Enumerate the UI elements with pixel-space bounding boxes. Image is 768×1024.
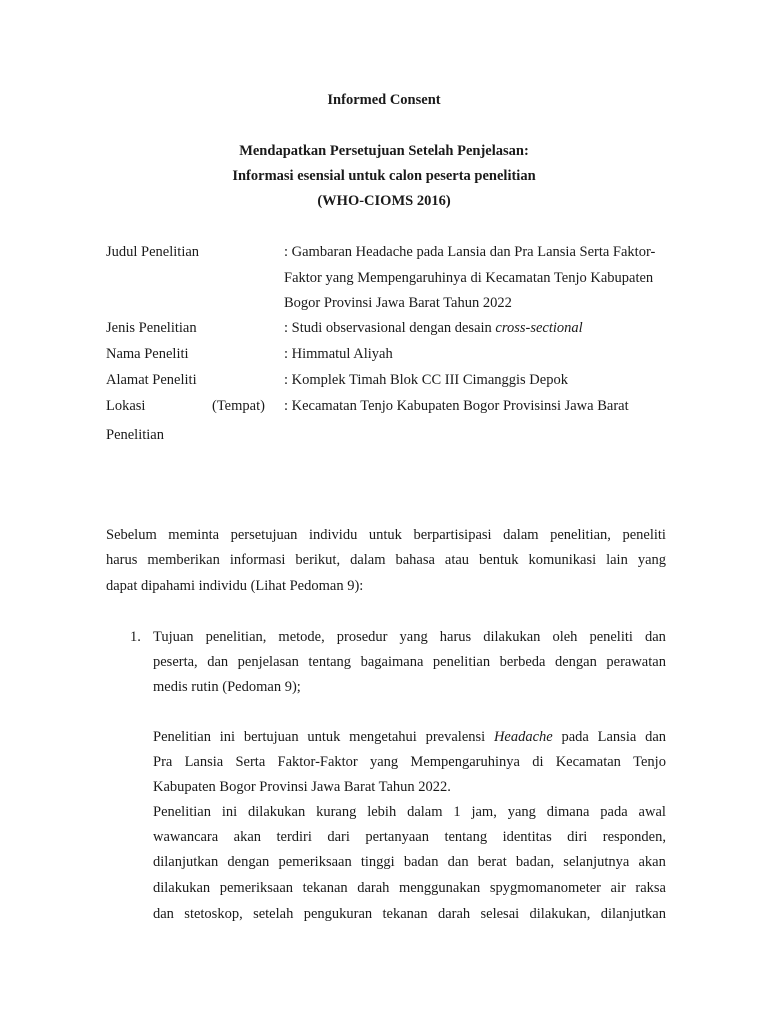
para1-line-2 <box>153 754 666 771</box>
word: penjelasan <box>237 654 299 670</box>
word: bagaimana <box>360 654 424 670</box>
word: 1 <box>453 804 461 820</box>
word: Headache <box>493 729 553 745</box>
word: Serta <box>235 754 266 770</box>
word: penelitian, <box>550 527 611 543</box>
word: bentuk <box>479 552 519 568</box>
word: pada <box>561 729 589 745</box>
word: lebih <box>367 804 397 820</box>
word: identitas <box>502 829 552 845</box>
word: darah <box>357 880 390 896</box>
judul-value-line-2: Faktor yang Mempengaruhinya di Kecamatan Tenjo Kabupaten <box>284 270 654 286</box>
word: perawatan <box>606 654 666 670</box>
word: jam, <box>471 804 497 820</box>
list-item-number: 1. <box>130 629 141 645</box>
word: Sebelum <box>106 527 157 543</box>
word: berpartisipasi <box>413 527 492 543</box>
word: setelah <box>253 906 294 922</box>
nama-value: : Himmatul Aliyah <box>284 346 393 362</box>
para1-line-1 <box>153 729 666 746</box>
word: tekanan <box>302 880 348 896</box>
word: oleh <box>552 629 578 645</box>
word: darah <box>437 906 471 922</box>
word: badan <box>403 854 439 870</box>
word: berat <box>477 854 507 870</box>
word: dengan <box>555 654 597 670</box>
word: prosedur <box>336 629 388 645</box>
intro-line-3: dapat dipahami individu (Lihat Pedoman 9): <box>106 578 364 594</box>
word: bertujuan <box>243 729 299 745</box>
word: Lansia <box>597 729 637 745</box>
document-subtitle-1: Mendapatkan Persetujuan Setelah Penjelasan: <box>239 143 529 159</box>
para2-line-4 <box>153 880 666 897</box>
word: dan <box>447 854 469 870</box>
word: penelitian, <box>205 629 267 645</box>
word: berikut, <box>295 552 341 568</box>
judul-value-line-3: Bogor Provinsi Jawa Barat Tahun 2022 <box>284 295 512 311</box>
lokasi-label: Lokasi <box>106 398 146 414</box>
word: pemeriksaan <box>278 854 352 870</box>
word: air <box>610 880 626 896</box>
word: Penelitian <box>153 729 211 745</box>
word: selesai <box>480 906 520 922</box>
word: dilanjutkan <box>153 854 219 870</box>
word: dan <box>644 629 666 645</box>
word: informasi <box>229 552 286 568</box>
word: diri <box>567 829 588 845</box>
word: harus <box>106 552 138 568</box>
word: dilakukan <box>153 880 211 896</box>
word: mengetahui <box>349 729 417 745</box>
para2-line-3 <box>153 854 666 871</box>
word: lain <box>606 552 628 568</box>
word: Faktor-Faktor <box>277 754 358 770</box>
word: dalam <box>503 527 539 543</box>
word: tentang <box>308 654 352 670</box>
word: persetujuan <box>230 527 298 543</box>
word: awal <box>638 804 666 820</box>
alamat-label: Alamat Peneliti <box>106 372 197 388</box>
word: menggunakan <box>398 880 481 896</box>
word: tinggi <box>360 854 395 870</box>
word: Lansia <box>184 754 224 770</box>
word: yang <box>370 754 399 770</box>
word: stetoskop, <box>184 906 243 922</box>
word: dan <box>207 654 229 670</box>
alamat-value: : Komplek Timah Blok CC III Cimanggis Depok <box>284 372 568 388</box>
word: pertanyaan <box>365 829 429 845</box>
word: dilakukan <box>483 629 541 645</box>
word: dari <box>327 829 350 845</box>
word: Tenjo <box>633 754 666 770</box>
word: peserta, <box>153 654 198 670</box>
word: dan <box>153 906 174 922</box>
jenis-value <box>284 320 583 337</box>
word: untuk <box>307 729 341 745</box>
document-title: Informed Consent <box>327 92 441 108</box>
document-subtitle-3: (WHO-CIOMS 2016) <box>317 193 451 209</box>
judul-label: Judul Penelitian <box>106 244 200 260</box>
word: Tujuan <box>153 629 194 645</box>
word: pemeriksaan <box>219 880 294 896</box>
word: berbeda <box>499 654 546 670</box>
nama-label: Nama Peneliti <box>106 346 189 362</box>
word: dilanjutkan <box>600 906 666 922</box>
word: Mempengaruhinya <box>410 754 520 770</box>
intro-line-1 <box>106 527 666 544</box>
word: di <box>532 754 544 770</box>
word: yang <box>637 552 666 568</box>
word: dilakukan <box>248 804 306 820</box>
word: meminta <box>168 527 220 543</box>
word: pada <box>600 804 628 820</box>
word: yang <box>507 804 536 820</box>
word: kurang <box>316 804 357 820</box>
para2-line-1 <box>153 804 666 821</box>
word: dan <box>645 729 666 745</box>
word: pengukuran <box>303 906 373 922</box>
lokasi-label-tempat: (Tempat) <box>212 398 265 414</box>
word: Penelitian <box>153 804 211 820</box>
word: Kecamatan <box>555 754 621 770</box>
jenis-label: Jenis Penelitian <box>106 320 197 336</box>
word: terdiri <box>276 829 312 845</box>
word: prevalensi <box>425 729 486 745</box>
word: dilakukan, <box>529 906 591 922</box>
word: metode, <box>278 629 325 645</box>
document-subtitle-2: Informasi esensial untuk calon peserta penelitian <box>232 168 536 184</box>
jenis-value-text: : Studi observasional dengan desain <box>284 320 496 336</box>
word: individu <box>308 527 358 543</box>
word: akan <box>233 829 262 845</box>
word: harus <box>439 629 472 645</box>
word: ini <box>221 804 238 820</box>
para2-line-2 <box>153 829 666 846</box>
word: akan <box>638 854 666 870</box>
word: peneliti <box>622 527 666 543</box>
word: peneliti <box>589 629 633 645</box>
lokasi-value: : Kecamatan Tenjo Kabupaten Bogor Provisinsi Jawa Barat <box>284 398 629 414</box>
intro-line-2 <box>106 552 666 569</box>
judul-value-line-1: : Gambaran Headache pada Lansia dan Pra Lansia Serta Faktor- <box>284 244 656 260</box>
word: memberikan <box>147 552 220 568</box>
item1-line-3: medis rutin (Pedoman 9); <box>153 679 301 695</box>
para1-line-3: Kabupaten Bogor Provinsi Jawa Barat Tahun 2022. <box>153 779 451 795</box>
word: tentang <box>444 829 488 845</box>
word: dengan <box>227 854 270 870</box>
word: dalam <box>350 552 386 568</box>
para2-line-5 <box>153 906 666 923</box>
item1-line-2 <box>153 654 666 671</box>
item1-line-1 <box>153 629 666 646</box>
word: Pra <box>153 754 173 770</box>
word: komunikasi <box>528 552 597 568</box>
word: bahasa <box>395 552 435 568</box>
word: ini <box>219 729 236 745</box>
lokasi-label-continued: Penelitian <box>106 427 164 443</box>
word: atau <box>444 552 470 568</box>
word: raksa <box>635 880 666 896</box>
word: penelitian <box>432 654 491 670</box>
word: badan, <box>515 854 555 870</box>
word: dimana <box>546 804 590 820</box>
word: selanjutnya <box>563 854 630 870</box>
word: tekanan <box>382 906 428 922</box>
word: responden, <box>602 829 666 845</box>
word: dalam <box>407 804 443 820</box>
word: yang <box>399 629 428 645</box>
word: untuk <box>368 527 402 543</box>
word: spygmomanometer <box>489 880 601 896</box>
jenis-value-italic: cross-sectional <box>495 320 583 336</box>
word: wawancara <box>153 829 219 845</box>
